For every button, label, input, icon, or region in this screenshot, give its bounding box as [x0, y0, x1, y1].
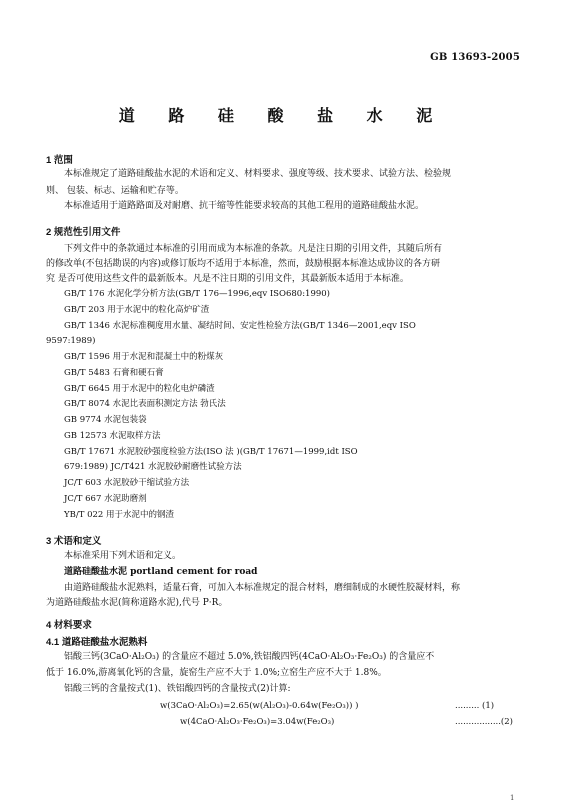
section-4-para-1a: 铝酸三钙(3CaO·Al₂O₃) 的含量应不超过 5.0%,铁铝酸四钙(4CaO·Al₂O₃·Fe₂O₃) 的含量应不 — [64, 652, 435, 662]
section-1-para-1a: 本标准规定了道路硅酸盐水泥的术语和定义、材料要求、强度等级、技术要求、试验方法、检验规 — [64, 169, 452, 179]
page-number: 1 — [510, 794, 515, 802]
reference-item: GB/T 6645 用于水泥中的粒化电炉磷渣 — [64, 384, 215, 394]
reference-item: GB/T 17671 水泥胶砂强度检验方法(ISO 法 )(GB/T 17671—1999,idt ISO — [64, 447, 358, 457]
term-definition-2: 为道路硅酸盐水泥(简称道路水泥),代号 P·R。 — [46, 598, 228, 608]
term-name: 道路硅酸盐水泥 portland cement for road — [64, 567, 258, 577]
reference-item: YB/T 022 用于水泥中的钢渣 — [64, 510, 175, 520]
reference-item: GB/T 176 水泥化学分析方法(GB/T 176—1996,eqv ISO680:1990) — [64, 289, 331, 299]
section-2-intro-3: 究 是否可使用这些文件的最新版本。凡是不注日期的引用文件，其最新版本适用于本标准。 — [46, 274, 409, 284]
section-1-para-1b: 则、 包装、标志、运输和贮存等。 — [46, 186, 184, 196]
equation-1: w(3CaO·Al₂O₃)=2.65(w(Al₂O₃)-0.64w(Fe₂O₃)) ) — [160, 701, 359, 711]
reference-item: GB 12573 水泥取样方法 — [64, 431, 161, 441]
term-definition-1: 由道路硅酸盐水泥熟料，适量石膏，可加入本标准规定的混合材料，磨细制成的水硬性胶凝材料，称 — [64, 583, 461, 593]
reference-item: GB/T 203 用于水泥中的粒化高炉矿渣 — [64, 305, 210, 315]
reference-item: 9597:1989) — [46, 336, 96, 346]
reference-item: GB/T 8074 水泥比表面积测定方法 勃氏法 — [64, 399, 226, 409]
reference-item: GB/T 1346 水泥标准稠度用水量、凝结时间、安定性检验方法(GB/T 1346—2001,eqv ISO — [64, 321, 416, 331]
section-1-heading: 1 范围 — [46, 155, 73, 166]
reference-item: GB/T 5483 石膏和硬石膏 — [64, 368, 164, 378]
equation-2-number: .................(2) — [455, 717, 513, 727]
section-4-para-2: 铝酸三钙的含量按式(1)、铁铝酸四钙的含量按式(2)计算: — [64, 684, 291, 694]
section-3-intro: 本标准采用下列术语和定义。 — [64, 551, 182, 561]
section-4-para-1b: 低于 16.0%,游离氧化钙的含量，旋窑生产应不大于 1.0%;立窑生产应不大于 1.8%。 — [46, 668, 387, 678]
reference-item: GB/T 1596 用于水泥和混凝土中的粉煤灰 — [64, 352, 224, 362]
reference-item: JC/T 603 水泥胶砂干缩试验方法 — [64, 478, 190, 488]
section-2-intro-2: 的修改单(不包括勘误的内容)或修订版均不适用于本标准，然而，鼓励根据本标准达成协议的各方研 — [46, 259, 441, 269]
equation-2: w(4CaO·Al₂O₃·Fe₂O₃)=3.04w(Fe₂O₃) — [180, 717, 335, 727]
section-4-heading: 4 材料要求 — [46, 620, 92, 631]
section-1-para-2: 本标准适用于道路路面及对耐磨、抗干缩等性能要求较高的其他工程用的道路硅酸盐水泥。 — [64, 201, 425, 211]
reference-item: GB 9774 水泥包装袋 — [64, 415, 147, 425]
document-title: 道 路 硅 酸 盐 水 泥 — [118, 106, 447, 125]
section-2-intro-1: 下列文件中的条款通过本标准的引用而成为本标准的条款。凡是注日期的引用文件，其随后所有 — [64, 244, 443, 254]
section-2-heading: 2 规范性引用文件 — [46, 227, 121, 238]
equation-1-number: ......... (1) — [455, 701, 495, 711]
reference-item: 679:1989) JC/T421 水泥胶砂耐磨性试验方法 — [64, 462, 242, 472]
section-3-heading: 3 术语和定义 — [46, 536, 102, 547]
reference-item: JC/T 667 水泥助磨剂 — [64, 494, 147, 504]
section-4-1-heading: 4.1 道路硅酸盐水泥熟料 — [46, 637, 148, 648]
standard-number: GB 13693-2005 — [430, 52, 520, 63]
